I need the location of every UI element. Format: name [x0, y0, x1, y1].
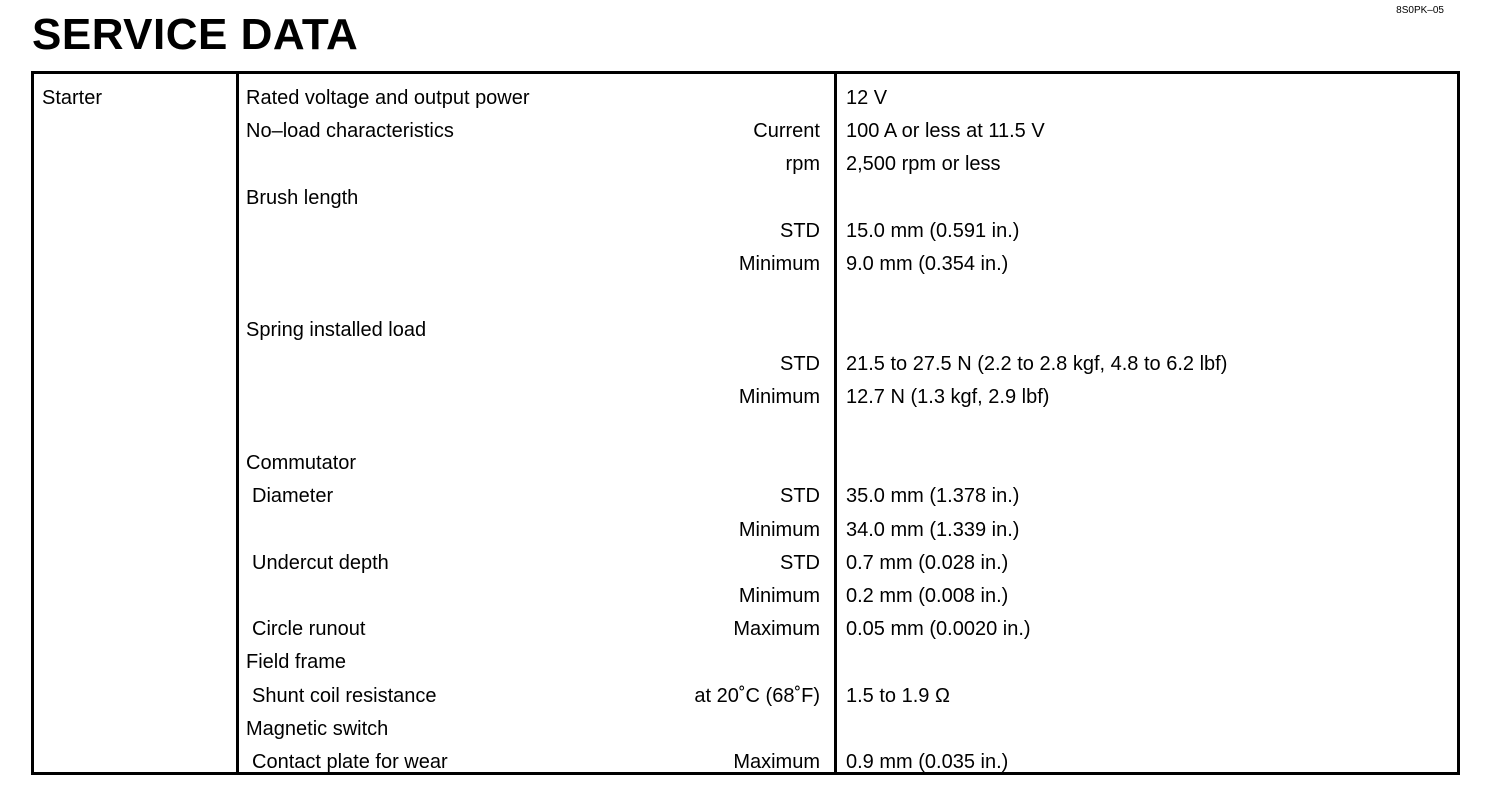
row-value: 0.7 mm (0.028 in.)	[846, 551, 1009, 574]
table-row	[34, 414, 1457, 447]
table-row	[34, 348, 1457, 381]
row-condition: STD	[780, 485, 820, 508]
row-item: Magnetic switch	[246, 717, 389, 740]
table-row	[34, 580, 1457, 613]
table-row	[34, 514, 1457, 547]
row-item: Circle runout	[252, 618, 366, 641]
row-condition: Minimum	[738, 253, 820, 275]
row-value: 12.7 N (1.3 kgf, 2.9 lbf)	[846, 385, 1050, 408]
row-condition: STD	[780, 352, 820, 375]
row-value: 34.0 mm (1.339 in.)	[846, 518, 1020, 541]
row-item: Spring installed load	[246, 319, 427, 342]
table-row	[34, 547, 1457, 580]
row-condition: at 20˚C (68˚F)	[694, 684, 820, 707]
row-value: 21.5 to 27.5 N (2.2 to 2.8 kgf, 4.8 to 6.2 lbf)	[846, 352, 1228, 375]
document-code: 8S0PK–05	[1396, 5, 1444, 16]
table-row	[34, 281, 1457, 314]
row-condition: Minimum	[738, 518, 820, 541]
row-item: Contact plate for wear	[252, 751, 448, 773]
row-condition: Current	[753, 120, 820, 143]
table-row	[34, 381, 1457, 414]
row-condition: STD	[780, 551, 820, 574]
row-item: Field frame	[246, 651, 347, 674]
table-row	[34, 182, 1457, 215]
row-category: Starter	[42, 87, 103, 109]
row-item: Rated voltage and output power	[246, 87, 530, 109]
row-value: 100 A or less at 11.5 V	[846, 120, 1045, 143]
table-row	[34, 713, 1457, 746]
row-item: Diameter	[252, 485, 334, 508]
row-condition: Maximum	[733, 618, 820, 641]
row-value: 9.0 mm (0.354 in.)	[846, 253, 1009, 275]
table-row	[34, 680, 1457, 713]
row-item: Undercut depth	[252, 551, 389, 574]
table-row	[34, 746, 1457, 779]
row-value: 0.2 mm (0.008 in.)	[846, 585, 1009, 607]
row-value: 15.0 mm (0.591 in.)	[846, 219, 1020, 242]
row-condition: rpm	[785, 153, 820, 176]
table-row	[34, 82, 1457, 115]
row-value: 2,500 rpm or less	[846, 153, 1001, 176]
table-row	[34, 480, 1457, 513]
table-row	[34, 148, 1457, 181]
page-title: SERVICE DATA	[32, 10, 359, 59]
row-value: 0.9 mm (0.035 in.)	[846, 751, 1009, 773]
row-item: Commutator	[246, 452, 357, 475]
row-item: Shunt coil resistance	[252, 684, 437, 707]
table-row	[34, 314, 1457, 347]
row-condition: STD	[780, 219, 820, 242]
row-item: No–load characteristics	[246, 120, 454, 143]
row-condition: Minimum	[738, 385, 820, 408]
table-row	[34, 215, 1457, 248]
table-row	[34, 646, 1457, 679]
row-value: 35.0 mm (1.378 in.)	[846, 485, 1020, 508]
row-value: 1.5 to 1.9 Ω	[846, 684, 950, 707]
row-value: 0.05 mm (0.0020 in.)	[846, 618, 1031, 641]
row-condition: Maximum	[733, 751, 820, 773]
row-item: Brush length	[246, 186, 359, 209]
row-value: 12 V	[846, 87, 888, 109]
service-data-table	[31, 71, 1460, 775]
table-row	[34, 447, 1457, 480]
table-row	[34, 613, 1457, 646]
table-row	[34, 115, 1457, 148]
table-row	[34, 248, 1457, 281]
row-condition: Minimum	[738, 585, 820, 607]
